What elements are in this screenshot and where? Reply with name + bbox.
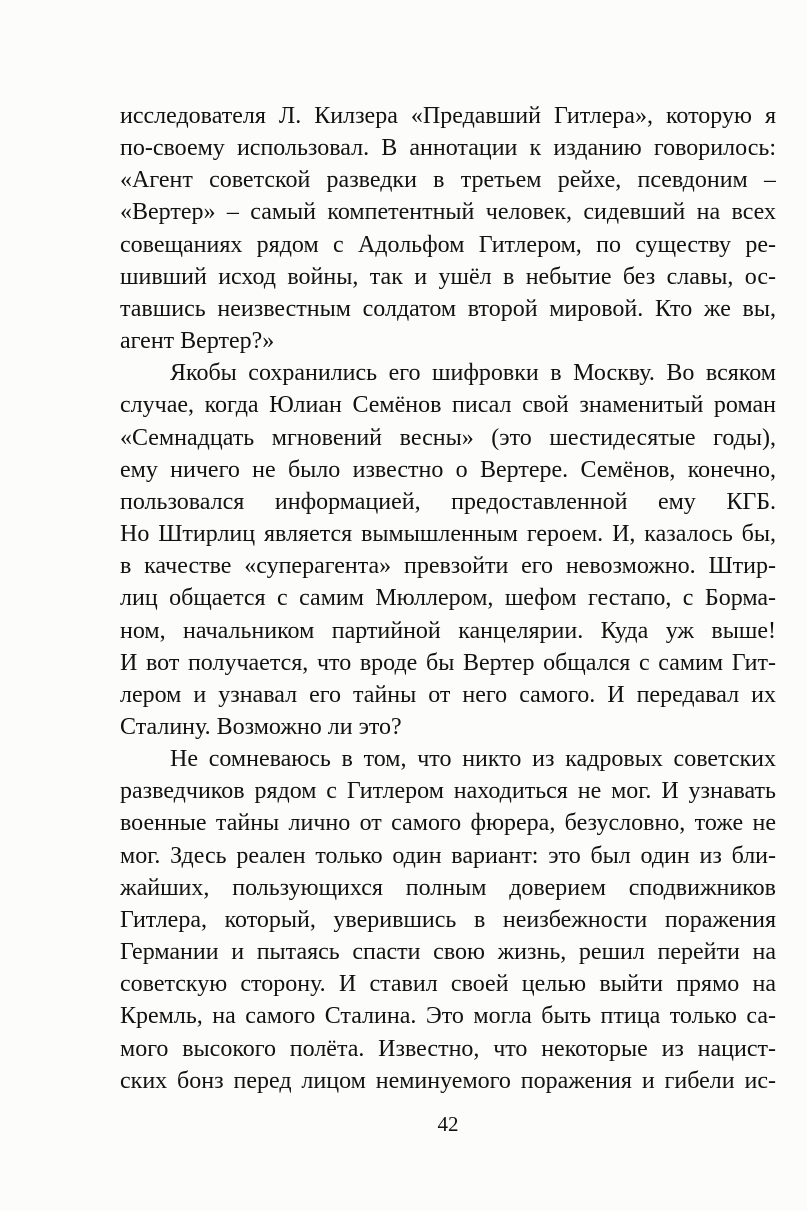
text-line: шивший исход войны, так и ушёл в небытие без славы, ос-	[120, 263, 776, 290]
text-line: жайших, пользующихся полным доверием сподвижников	[120, 874, 776, 901]
text-line: «Агент советской разведки в третьем рейхе, псевдоним –	[120, 167, 776, 194]
text-line: агент Вертер?»	[120, 328, 275, 355]
paragraph-3	[120, 743, 776, 1097]
paragraph-2	[120, 357, 776, 743]
text-line: случае, когда Юлиан Семёнов писал свой знаменитый роман	[120, 392, 776, 419]
page-text	[120, 100, 776, 1097]
text-line: Якобы сохранились его шифровки в Москву. Во всяком	[170, 360, 776, 387]
text-line: ном, начальником партийной канцелярии. Куда уж выше!	[120, 617, 776, 644]
text-line: И вот получается, что вроде бы Вертер общался с самим Гит-	[120, 649, 776, 676]
paragraph-continuation	[120, 100, 776, 357]
text-line: мого высокого полёта. Известно, что некоторые из нацист-	[120, 1035, 776, 1062]
text-line: советскую сторону. И ставил своей целью выйти прямо на	[120, 971, 776, 998]
text-line: Кремль, на самого Сталина. Это могла быть птица только са-	[120, 1003, 776, 1030]
text-line: в качестве «суперагента» превзойти его невозможно. Штир-	[120, 553, 776, 580]
text-line: Но Штирлиц является вымышленным героем. И, казалось бы,	[120, 521, 776, 548]
text-line: лером и узнавал его тайны от него самого. И передавал их	[120, 681, 776, 708]
text-line: по-своему использовал. В аннотации к изданию говорилось:	[120, 135, 776, 162]
text-line: тавшись неизвестным солдатом второй мировой. Кто же вы,	[120, 295, 776, 322]
text-line: исследователя Л. Килзера «Предавший Гитлера», которую я	[120, 103, 776, 129]
text-line: разведчиков рядом с Гитлером находиться не мог. И узнавать	[120, 778, 776, 805]
text-line: лиц общается с самим Мюллером, шефом гестапо, с Борма-	[120, 585, 776, 612]
text-line: ему ничего не было известно о Вертере. Семёнов, конечно,	[120, 456, 776, 483]
text-line: ских бонз перед лицом неминуемого поражения и гибели ис-	[120, 1067, 776, 1094]
text-line: «Семнадцать мгновений весны» (это шестидесятые годы),	[120, 424, 776, 451]
text-line: Гитлера, который, уверившись в неизбежности поражения	[120, 906, 776, 933]
page-number: 42	[437, 1112, 459, 1136]
text-line: военные тайны лично от самого фюрера, безусловно, тоже не	[120, 810, 776, 837]
text-line: мог. Здесь реален только один вариант: это был один из бли-	[120, 842, 776, 869]
text-line: Сталину. Возможно ли это?	[120, 713, 402, 740]
text-line: совещаниях рядом с Адольфом Гитлером, по существу ре-	[120, 231, 776, 258]
text-line: «Вертер» – самый компетентный человек, сидевший на всех	[120, 199, 776, 226]
text-line: Не сомневаюсь в том, что никто из кадровых советских	[170, 746, 776, 773]
text-line: Германии и пытаясь спасти свою жизнь, решил перейти на	[120, 939, 776, 966]
text-line: пользовался информацией, предоставленной ему КГБ.	[120, 488, 776, 515]
